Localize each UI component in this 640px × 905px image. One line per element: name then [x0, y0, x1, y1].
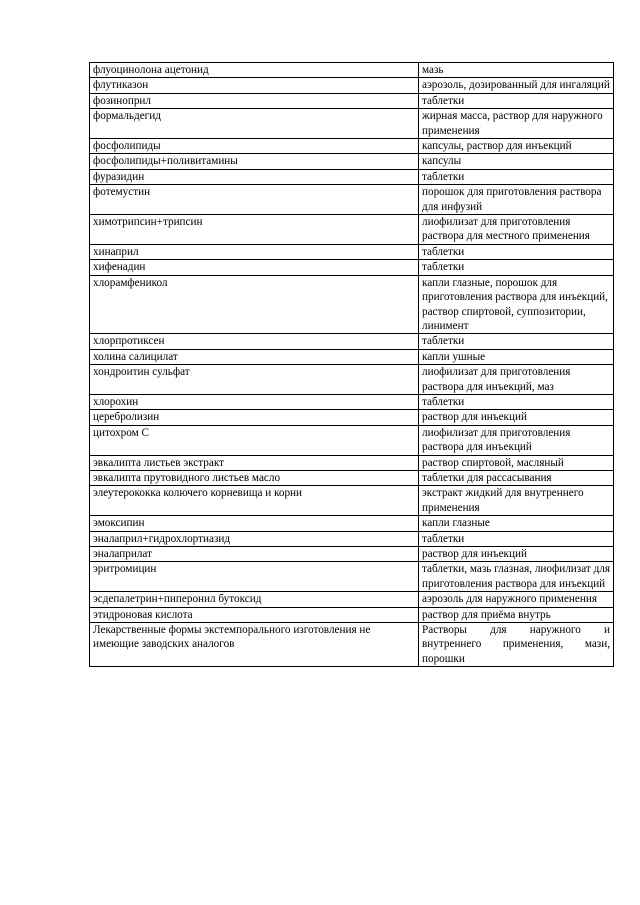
dosage-form-cell: таблетки: [419, 394, 614, 409]
drug-name-cell: эмоксипин: [90, 516, 419, 531]
drug-forms-table: [89, 62, 614, 667]
dosage-form-cell: капсулы: [419, 154, 614, 169]
table-row: [90, 109, 614, 139]
table-row: [90, 244, 614, 259]
dosage-form-cell: лиофилизат для приготовления раствора для инъекций: [419, 425, 614, 455]
drug-name-cell: флутиказон: [90, 78, 419, 93]
table-row: [90, 562, 614, 592]
table-row: [90, 425, 614, 455]
table-row: [90, 63, 614, 78]
dosage-form-cell: таблетки: [419, 334, 614, 349]
dosage-form-cell: раствор для инъекций: [419, 410, 614, 425]
dosage-form-cell: таблетки: [419, 244, 614, 259]
table-row: [90, 139, 614, 154]
drug-name-cell: Лекарственные формы экстемпорального изготовления не имеющие заводских аналогов: [90, 623, 419, 667]
drug-name-cell: цитохром С: [90, 425, 419, 455]
drug-name-cell: хондроитин сульфат: [90, 365, 419, 395]
table-row: [90, 93, 614, 108]
dosage-form-cell: жирная масса, раствор для наружного применения: [419, 109, 614, 139]
dosage-form-cell: таблетки: [419, 531, 614, 546]
dosage-form-cell: лиофилизат для приготовления раствора для местного применения: [419, 215, 614, 245]
drug-name-cell: хлорохин: [90, 394, 419, 409]
table-row: [90, 78, 614, 93]
table-row: [90, 365, 614, 395]
table-row: [90, 334, 614, 349]
drug-name-cell: фосфолипиды: [90, 139, 419, 154]
drug-name-cell: фозиноприл: [90, 93, 419, 108]
table-row: [90, 455, 614, 470]
dosage-form-cell: экстракт жидкий для внутреннего применения: [419, 486, 614, 516]
table-row: [90, 185, 614, 215]
drug-name-cell: фуразидин: [90, 169, 419, 184]
table-row: [90, 486, 614, 516]
dosage-form-cell: раствор для инъекций: [419, 547, 614, 562]
drug-name-cell: эритромицин: [90, 562, 419, 592]
drug-name-cell: эсдепалетрин+пиперонил бутоксид: [90, 592, 419, 607]
dosage-form-cell: таблетки, мазь глазная, лиофилизат для приготовления раствора для инъекций: [419, 562, 614, 592]
drug-name-cell: флуоцинолона ацетонид: [90, 63, 419, 78]
dosage-form-cell: таблетки: [419, 169, 614, 184]
dosage-form-cell: раствор спиртовой, масляный: [419, 455, 614, 470]
drug-name-cell: этидроновая кислота: [90, 607, 419, 622]
dosage-form-cell: лиофилизат для приготовления раствора для инъекций, маз: [419, 365, 614, 395]
drug-name-cell: фотемустин: [90, 185, 419, 215]
table-row: [90, 623, 614, 667]
table-row: [90, 516, 614, 531]
table-row: [90, 592, 614, 607]
table-row: [90, 275, 614, 334]
drug-name-cell: эналаприл+гидрохлортиазид: [90, 531, 419, 546]
drug-name-cell: эвкалипта прутовидного листьев масло: [90, 470, 419, 485]
drug-name-cell: химотрипсин+трипсин: [90, 215, 419, 245]
drug-name-cell: хлорпротиксен: [90, 334, 419, 349]
dosage-form-cell: раствор для приёма внутрь: [419, 607, 614, 622]
drug-name-cell: эналаприлат: [90, 547, 419, 562]
table-row: [90, 470, 614, 485]
dosage-form-cell: аэрозоль для наружного применения: [419, 592, 614, 607]
table-row: [90, 154, 614, 169]
table-row: [90, 607, 614, 622]
table-row: [90, 260, 614, 275]
dosage-form-cell: таблетки для рассасывания: [419, 470, 614, 485]
drug-name-cell: хинаприл: [90, 244, 419, 259]
dosage-form-cell: капли глазные, порошок для приготовления раствора для инъекций, раствор спиртовой, суппозитории, линимент: [419, 275, 614, 334]
drug-name-cell: элеутерококка колючего корневища и корни: [90, 486, 419, 516]
dosage-form-cell: мазь: [419, 63, 614, 78]
dosage-form-cell: Растворы для наружного и внутреннего применения, мази, порошки: [419, 623, 614, 667]
drug-name-cell: хлорамфеникол: [90, 275, 419, 334]
drug-name-cell: фосфолипиды+поливитамины: [90, 154, 419, 169]
table-row: [90, 169, 614, 184]
drug-name-cell: эвкалипта листьев экстракт: [90, 455, 419, 470]
table-row: [90, 410, 614, 425]
drug-name-cell: формальдегид: [90, 109, 419, 139]
drug-name-cell: холина салицилат: [90, 349, 419, 364]
dosage-form-cell: порошок для приготовления раствора для инфузий: [419, 185, 614, 215]
dosage-form-cell: капсулы, раствор для инъекций: [419, 139, 614, 154]
table-row: [90, 394, 614, 409]
table-row: [90, 215, 614, 245]
dosage-form-cell: таблетки: [419, 93, 614, 108]
drug-name-cell: хифенадин: [90, 260, 419, 275]
dosage-form-cell: капли глазные: [419, 516, 614, 531]
drug-name-cell: церебролизин: [90, 410, 419, 425]
dosage-form-cell: таблетки: [419, 260, 614, 275]
table-row: [90, 531, 614, 546]
table-row: [90, 349, 614, 364]
table-row: [90, 547, 614, 562]
dosage-form-cell: аэрозоль, дозированный для ингаляций: [419, 78, 614, 93]
dosage-form-cell: капли ушные: [419, 349, 614, 364]
